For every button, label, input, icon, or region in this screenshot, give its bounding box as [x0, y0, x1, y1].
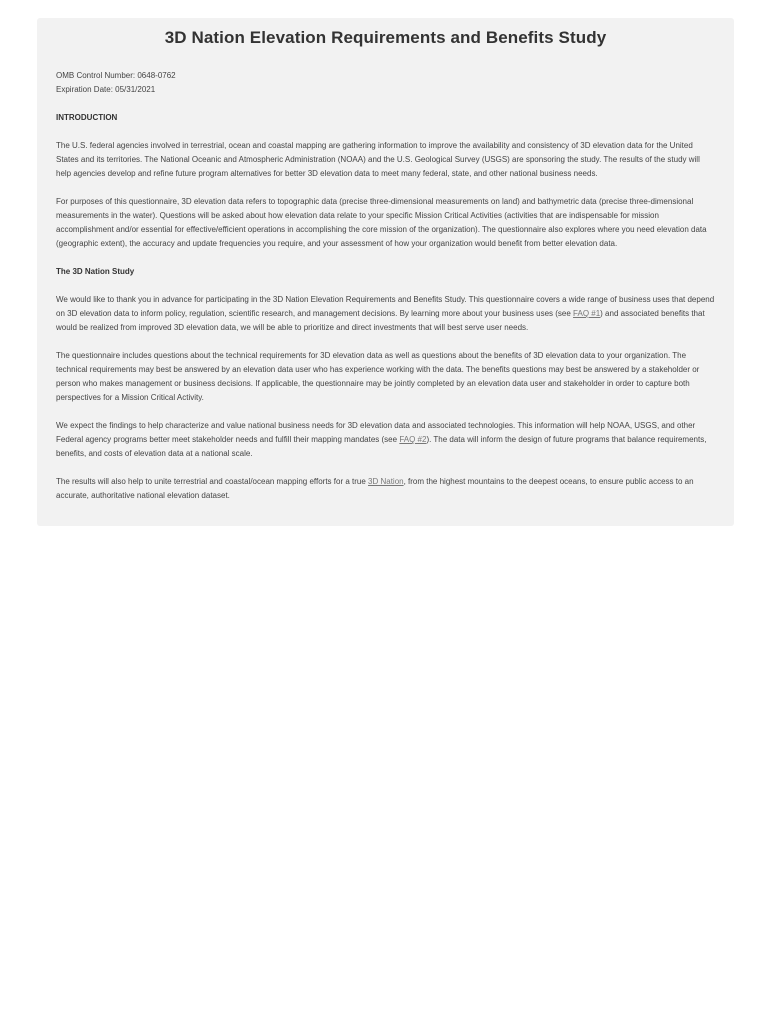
study-heading: The 3D Nation Study — [56, 267, 135, 276]
study-paragraph-1: We would like to thank you in advance for participating in the 3D Nation Elevation Requirements and Benefits Study. This questionnaire covers a wide range of business uses that depend on 3D elevation data to inform policy, regulation, scientific research, and management decisions. By learning more about your business uses (see FAQ #1) and associated benefits that would be realized from improved 3D elevation data, we will be able to prioritize and direct investments that will best serve user needs. — [56, 295, 715, 332]
intro-paragraph-2: For purposes of this questionnaire, 3D elevation data refers to topographic data (precise three-dimensional measurements on land) and bathymetric data (precise three-dimensional measurements in the water). Questions will be asked about how elevation data relate to your specific Mission Critical Activities (activities that are indispensable for mission accomplishment and/or essential for effective/efficient operations in accomplishing the core mission of the organization). The questionnaire also explores where you need elevation data (geographic extent), the accuracy and update frequencies you require, and your assessment of how your organization would benefit from better elevation data. — [56, 197, 707, 248]
survey-intro-card — [37, 18, 734, 526]
faq-2-link[interactable]: FAQ #2 — [399, 435, 427, 444]
page-title: 3D Nation Elevation Requirements and Benefits Study — [164, 28, 607, 47]
study-paragraph-2: The questionnaire includes questions about the technical requirements for 3D elevation data as well as questions about the benefits of 3D elevation data to your organization. The technical requirements may best be answered by an elevation data user who has experience working with the data. The benefits questions may best be answered by a stakeholder or person who makes management or business decisions. If applicable, the questionnaire may be jointly completed by an elevation data user and stakeholder in order to capture both perspectives for a Mission Critical Activity. — [56, 351, 700, 402]
study-paragraph-4: The results will also help to unite terrestrial and coastal/ocean mapping efforts for a true 3D Nation, from the highest mountains to the deepest oceans, to ensure public access to an accurate, authoritative national elevation dataset. — [56, 477, 694, 500]
introduction-heading: INTRODUCTION — [56, 113, 118, 122]
omb-info — [56, 69, 715, 97]
omb-control-number: OMB Control Number: 0648-0762 — [56, 71, 176, 80]
intro-paragraph-1: The U.S. federal agencies involved in terrestrial, ocean and coastal mapping are gathering information to improve the availability and consistency of 3D elevation data for the United States and its territories. The National Oceanic and Atmospheric Administration (NOAA) and the U.S. Geological Survey (USGS) are sponsoring the study. The results of the study will help agencies develop and refine future program alternatives for better 3D elevation data to meet many federal, state, and other national business needs. — [56, 141, 700, 178]
study-paragraph-3: We expect the findings to help characterize and value national business needs for 3D elevation data and associated technologies. This information will help NOAA, USGS, and other Federal agency programs better meet stakeholder needs and fulfill their mapping mandates (see FAQ #2). The data will inform the design of future programs that balance requirements, benefits, and costs of elevation data at a national scale. — [56, 421, 707, 458]
faq-1-link[interactable]: FAQ #1 — [573, 309, 601, 318]
3d-nation-link[interactable]: 3D Nation — [368, 477, 404, 486]
expiration-date: Expiration Date: 05/31/2021 — [56, 85, 156, 94]
